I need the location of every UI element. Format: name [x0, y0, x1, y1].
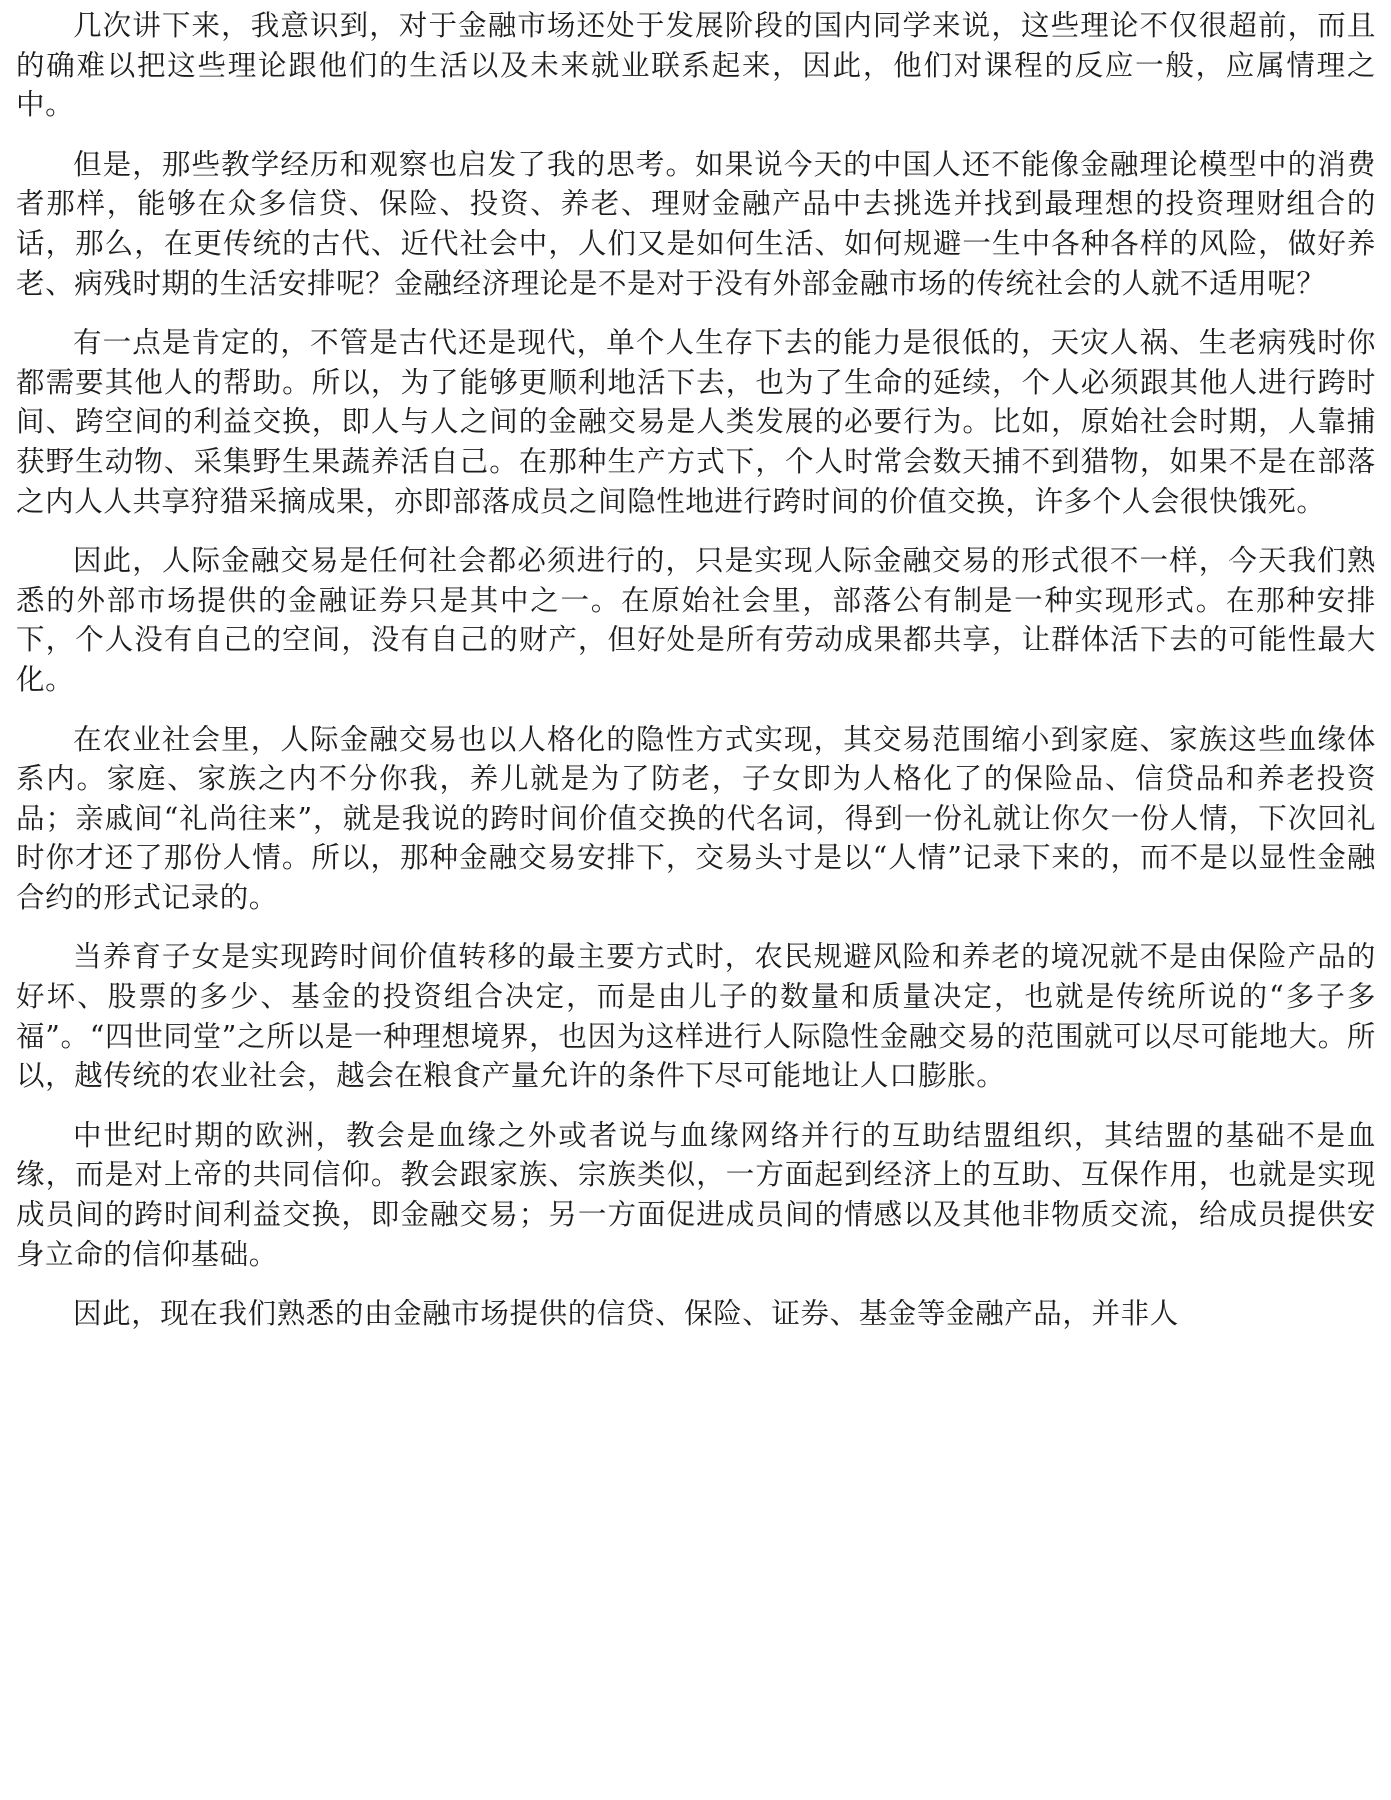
paragraph-7: 中世纪时期的欧洲，教会是血缘之外或者说与血缘网络并行的互助结盟组织，其结盟的基础不是血缘，而是对上帝的共同信仰。教会跟家族、宗族类似，一方面起到经济上的互助、互保作用，也就是实现成员间的跨时间利益交换，即金融交易；另一方面促进成员间的情感以及其他非物质交流，给成员提供安身立命的信仰基础。	[16, 1118, 1376, 1271]
paragraph-5: 在农业社会里，人际金融交易也以人格化的隐性方式实现，其交易范围缩小到家庭、家族这些血缘体系内。家庭、家族之内不分你我，养儿就是为了防老，子女即为人格化了的保险品、信贷品和养老投资品；亲戚间“礼尚往来”，就是我说的跨时间价值交换的代名词，得到一份礼就让你欠一份人情，下次回礼时你才还了那份人情。所以，那种金融交易安排下，交易头寸是以“人情”记录下来的，而不是以显性金融合约的形式记录的。	[16, 722, 1376, 914]
paragraph-2: 但是，那些教学经历和观察也启发了我的思考。如果说今天的中国人还不能像金融理论模型中的消费者那样，能够在众多信贷、保险、投资、养老、理财金融产品中去挑选并找到最理想的投资理财组合的话，那么，在更传统的古代、近代社会中，人们又是如何生活、如何规避一生中各种各样的风险，做好养老、病残时期的生活安排呢？金融经济理论是不是对于没有外部金融市场的传统社会的人就不适用呢？	[16, 147, 1376, 300]
paragraph-6: 当养育子女是实现跨时间价值转移的最主要方式时，农民规避风险和养老的境况就不是由保险产品的好坏、股票的多少、基金的投资组合决定，而是由儿子的数量和质量决定，也就是传统所说的“多子多福”。“四世同堂”之所以是一种理想境界，也因为这样进行人际隐性金融交易的范围就可以尽可能地大。所以，越传统的农业社会，越会在粮食产量允许的条件下尽可能地让人口膨胀。	[16, 940, 1376, 1093]
paragraph-4: 因此，人际金融交易是任何社会都必须进行的，只是实现人际金融交易的形式很不一样，今天我们熟悉的外部市场提供的金融证券只是其中之一。在原始社会里，部落公有制是一种实现形式。在那种安排下，个人没有自己的空间，没有自己的财产，但好处是所有劳动成果都共享，让群体活下去的可能性最大化。	[16, 544, 1376, 696]
paragraph-1: 几次讲下来，我意识到，对于金融市场还处于发展阶段的国内同学来说，这些理论不仅很超前，而且的确难以把这些理论跟他们的生活以及未来就业联系起来，因此，他们对课程的反应一般，应属情理之中。	[16, 9, 1376, 122]
paragraph-3: 有一点是肯定的，不管是古代还是现代，单个人生存下去的能力是很低的，天灾人祸、生老病残时你都需要其他人的帮助。所以，为了能够更顺利地活下去，也为了生命的延续，个人必须跟其他人进行跨时间、跨空间的利益交换，即人与人之间的金融交易是人类发展的必要行为。比如，原始社会时期，人靠捕获野生动物、采集野生果蔬养活自己。在那种生产方式下，个人时常会数天捕不到猎物，如果不是在部落之内人人共享狩猎采摘成果，亦即部落成员之间隐性地进行跨时间的价值交换，许多个人会很快饿死。	[16, 326, 1376, 518]
document-page	[16, 6, 1376, 1354]
paragraph-8: 因此，现在我们熟悉的由金融市场提供的信贷、保险、证券、基金等金融产品，并非人	[73, 1297, 1179, 1331]
